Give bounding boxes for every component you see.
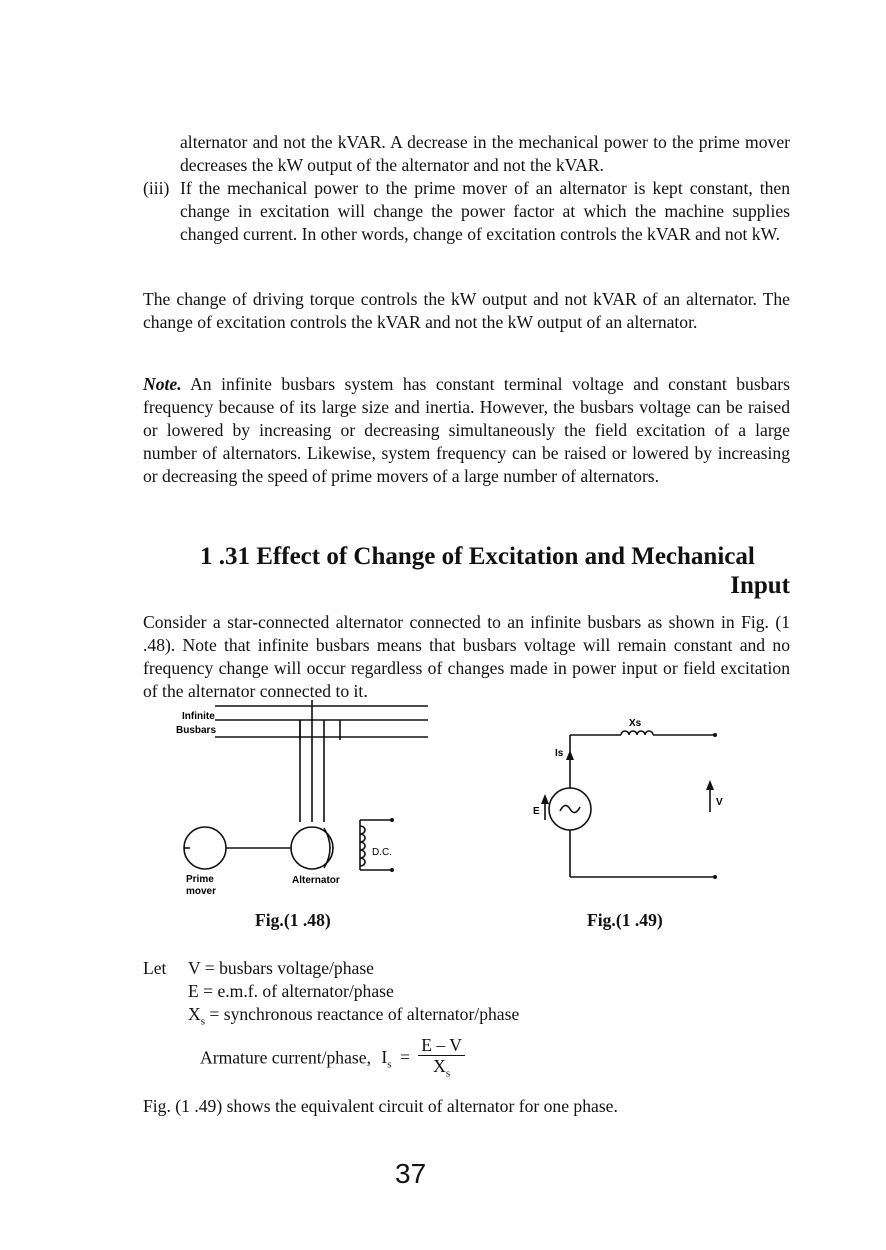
xs-subscript: s: [200, 1015, 205, 1028]
note-label: Note.: [143, 374, 182, 394]
formula-denominator-subscript: s: [445, 1067, 451, 1080]
definition-v: V = busbars voltage/phase: [188, 958, 374, 978]
label-v: V: [716, 797, 723, 808]
label-dc: D.C.: [372, 847, 392, 858]
list-number: (iii): [143, 178, 170, 198]
formula-lhs-symbol: I: [381, 1047, 388, 1068]
formula-denominator-symbol: X: [433, 1056, 446, 1076]
page-number: 37: [395, 1158, 427, 1189]
label-is: Is: [555, 748, 564, 759]
label-mover: mover: [186, 886, 217, 897]
formula-label: Armature current/phase,: [200, 1047, 371, 1068]
armature-current-formula: [200, 1035, 465, 1084]
label-prime: Prime: [186, 874, 214, 885]
formula-lhs: [381, 1047, 392, 1071]
formula-equals: =: [399, 1047, 410, 1068]
label-busbars: Busbars: [176, 725, 217, 736]
formula-lhs-subscript: s: [387, 1058, 392, 1071]
formula-numerator: E – V: [418, 1035, 465, 1056]
terminal-dot: [390, 868, 394, 872]
paragraph-closing: Fig. (1 .49) shows the equivalent circuit of alternator for one phase.: [143, 1096, 618, 1116]
section-heading-line2: Input: [730, 572, 790, 599]
definition-e: E = e.m.f. of alternator/phase: [188, 981, 394, 1001]
definition-xs: [188, 1003, 519, 1034]
section-heading-line1: 1 .31 Effect of Change of Excitation and Mechanical: [200, 543, 755, 570]
label-xs: Xs: [629, 718, 642, 729]
xs-definition-text: = synchronous reactance of alternator/phase: [205, 1004, 520, 1024]
formula-fraction: [418, 1035, 465, 1084]
section-heading: [200, 542, 790, 600]
list-item-text: If the mechanical power to the prime mover of an alternator is kept constant, then change in excitation will change the power factor at which the machine supplies changed current. In other words, change of excitation controls the kVAR and not kW.: [180, 178, 790, 244]
figure-busbars-diagram: [160, 700, 460, 900]
figure-equivalent-circuit: [525, 678, 735, 888]
xs-symbol: X: [188, 1004, 201, 1024]
figure-caption-48: Fig.(1 .48): [255, 910, 331, 930]
formula-denominator: [418, 1056, 465, 1084]
note-paragraph: [143, 373, 790, 488]
label-infinite: Infinite: [182, 711, 215, 722]
terminal-dot: [713, 875, 717, 879]
label-alternator: Alternator: [292, 875, 340, 886]
list-item-iii: [143, 177, 790, 246]
let-word: Let: [143, 958, 167, 978]
note-text: An infinite busbars system has constant terminal voltage and constant busbars frequency because of its large size and inertia. However, the busbars voltage can be raised or lowered by increasing or decreasing simultaneously the field excitation of a large number of alternators. Likewise, system frequency can be raised or lowered by increasing or decreasing the speed of prime movers of a large number of alternators.: [143, 374, 790, 486]
paragraph-consider: Consider a star-connected alternator connected to an infinite busbars as shown in Fig. (1 .48). Note that infinite busbars means that busbars voltage will remain constant and no frequency change will occur regardless of changes made in power input or field excitation of the alternator connected to it.: [143, 612, 790, 701]
terminal-dot: [390, 818, 394, 822]
label-e: E: [533, 806, 540, 817]
terminal-dot: [713, 733, 717, 737]
paragraph-torque: The change of driving torque controls the kW output and not kVAR of an alternator. The change of excitation controls the kVAR and not the kW output of an alternator.: [143, 289, 790, 332]
figure-caption-49: Fig.(1 .49): [587, 910, 663, 930]
paragraph-continuation: alternator and not the kVAR. A decrease in the mechanical power to the prime mover decreases the kW output of the alternator and not the kVAR.: [180, 132, 790, 175]
